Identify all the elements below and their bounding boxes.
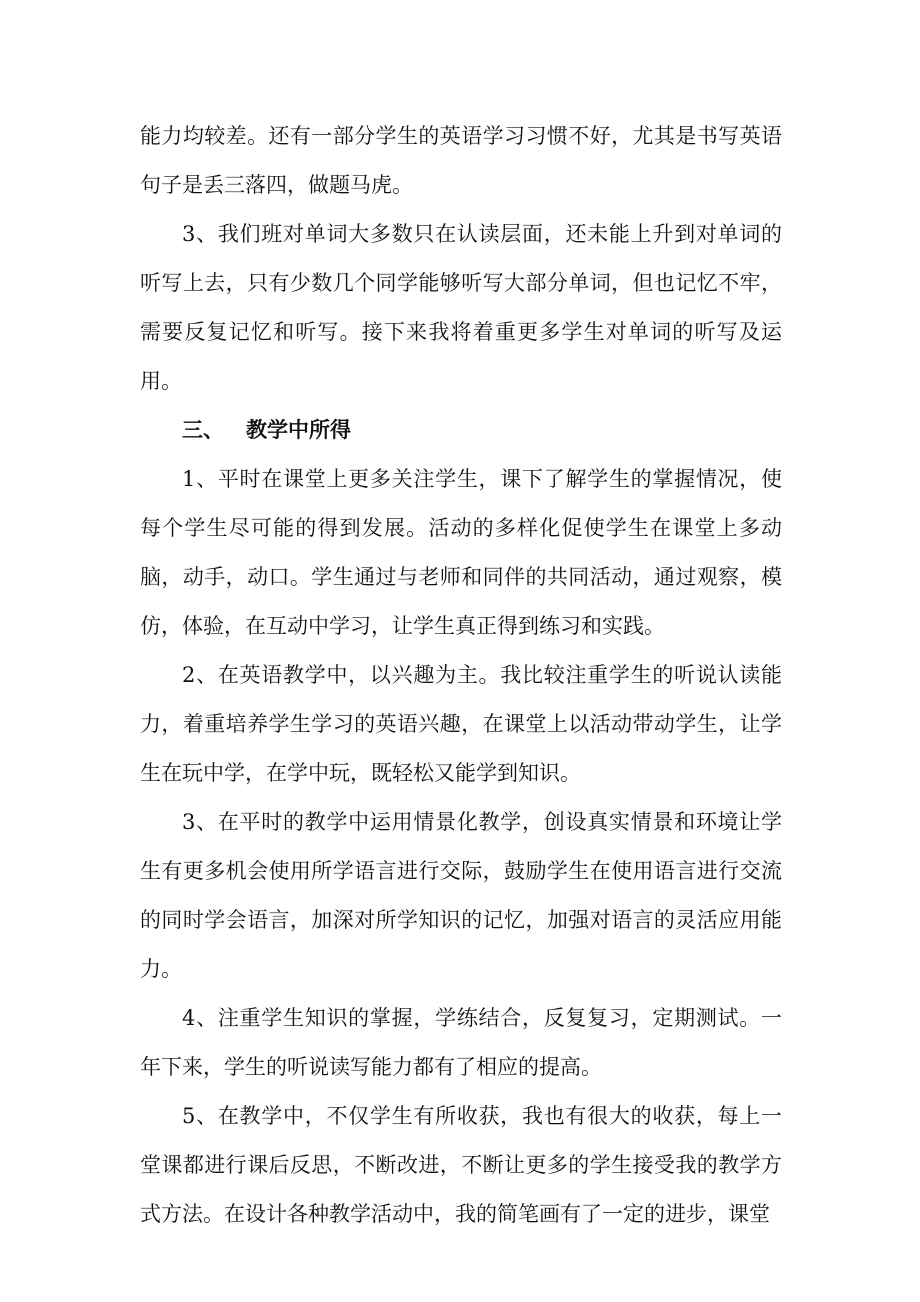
- section-number: 三、: [182, 418, 224, 442]
- list-item-3: 3、在平时的教学中运用情景化教学，创设真实情景和环境让学生有更多机会使用所学语言进行交际，鼓励学生在使用语言进行交流的同时学会语言，加深对所学知识的记忆，加强对语言的灵活应用能力。: [140, 810, 782, 981]
- list-item-1: 1、平时在课堂上更多关注学生，课下了解学生的掌握情况，使每个学生尽可能的得到发展。活动的多样化促使学生在课堂上多动脑，动手，动口。学生通过与老师和同伴的共同活动，通过观察，模仿，体验，在互动中学习，让学生真正得到练习和实践。: [140, 467, 782, 638]
- paragraph-continuation: 能力均较差。还有一部分学生的英语学习习惯不好，尤其是书写英语句子是丢三落四，做题马虎。: [140, 124, 782, 197]
- list-item-5: 5、在教学中，不仅学生有所收获，我也有很大的收获，每上一堂课都进行课后反思，不断改进，不断让更多的学生接受我的教学方式方法。在设计各种教学活动中，我的简笔画有了一定的进步，课堂: [140, 1104, 782, 1226]
- paragraph-3-words: 3、我们班对单词大多数只在认读层面，还未能上升到对单词的听写上去，只有少数几个同学能够听写大部分单词，但也记忆不牢，需要反复记忆和听写。接下来我将着重更多学生对单词的听写及运用。: [140, 222, 782, 393]
- section-title: 教学中所得: [246, 418, 351, 442]
- document-body: [140, 112, 782, 1239]
- list-item-4: 4、注重学生知识的掌握，学练结合，反复复习，定期测试。一年下来，学生的听说读写能力都有了相应的提高。: [140, 1006, 782, 1079]
- section-heading: [140, 406, 782, 455]
- list-item-2: 2、在英语教学中，以兴趣为主。我比较注重学生的听说认读能力，着重培养学生学习的英语兴趣，在课堂上以活动带动学生，让学生在玩中学，在学中玩，既轻松又能学到知识。: [140, 663, 782, 785]
